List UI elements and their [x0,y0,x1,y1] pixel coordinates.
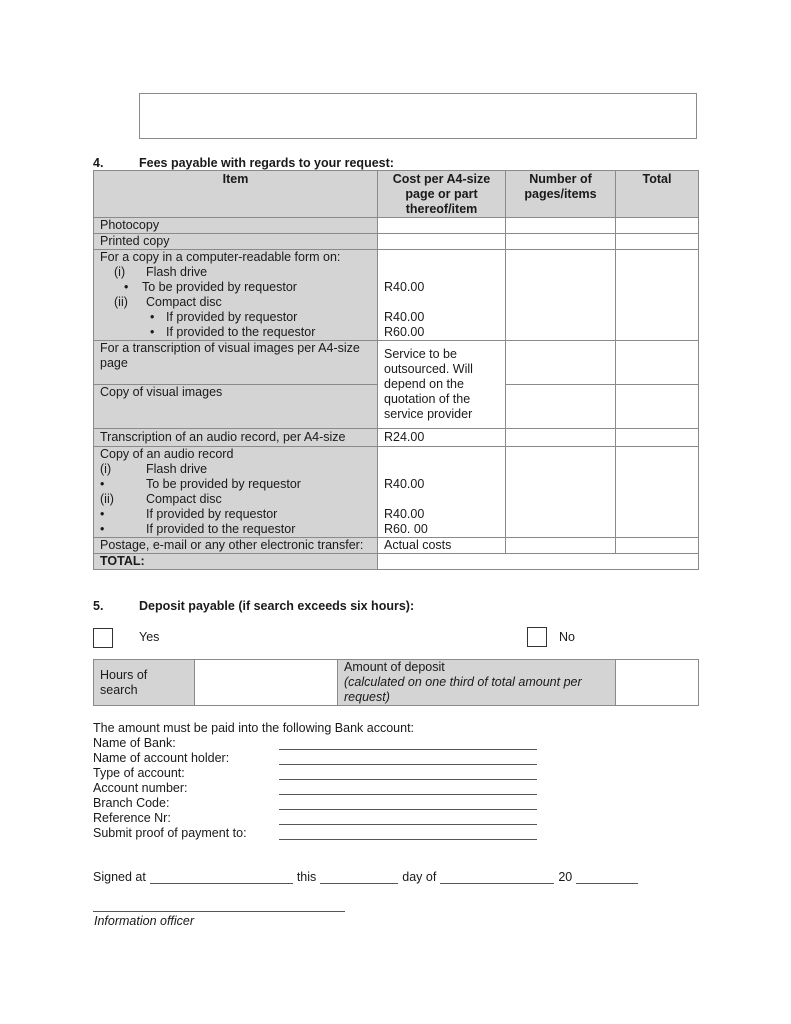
header-total: Total [616,171,699,218]
signature-underline[interactable] [93,911,345,912]
total-cell[interactable] [616,218,699,234]
bullet-icon: • [150,310,155,324]
bank-field-line[interactable] [279,766,537,780]
cost-value: R40.00 [384,310,425,324]
bullet-text: If provided by requestor [166,310,298,324]
year-prefix: 20 [558,870,573,884]
yes-label: Yes [139,630,160,644]
item-postage: Postage, e-mail or any other electronic transfer: [94,538,378,554]
bank-field-line[interactable] [279,811,537,825]
table-row [94,429,699,447]
bullet-item [100,477,371,492]
cost-cell [378,447,506,538]
cost-cell[interactable] [378,218,506,234]
sub-text: Compact disc [146,492,222,506]
bank-field-line[interactable] [279,751,537,765]
bank-field-row [93,751,537,766]
bank-details [93,721,537,841]
month-blank[interactable] [440,871,554,884]
bank-field-label: Name of Bank: [93,736,176,750]
bank-field-row [93,781,537,796]
total-cell[interactable] [616,447,699,538]
signed-at-label: Signed at [93,870,146,884]
this-label: this [296,870,317,884]
sub-label: (ii) [100,492,114,506]
total-cell[interactable] [616,250,699,341]
bank-field-label: Type of account: [93,766,185,780]
table-header-row [94,171,699,218]
header-cost: Cost per A4-size page or part thereof/item [378,171,506,218]
number-cell[interactable] [506,385,616,429]
section-number: 4. [93,156,104,170]
total-label: TOTAL: [94,554,378,570]
bullet-icon: • [100,477,105,491]
cost-value: Actual costs [378,538,506,554]
fees-table [93,170,699,570]
bank-field-row [93,796,537,811]
bank-field-label: Branch Code: [93,796,170,810]
day-blank[interactable] [320,871,398,884]
bullet-text: If provided to the requestor [166,325,316,339]
bullet-item [100,280,371,295]
sub-item [100,492,371,507]
item-computer-readable [94,250,378,341]
total-cell[interactable] [616,538,699,554]
sub-text: Flash drive [146,462,208,476]
bank-field-line[interactable] [279,781,537,795]
cost-value: R40.00 [384,280,425,294]
table-row [94,218,699,234]
bank-field-row [93,766,537,781]
amount-input[interactable] [616,660,699,706]
bullet-text: To be provided by requestor [142,280,297,294]
bullet-item [100,325,371,340]
total-cell[interactable] [616,429,699,447]
section-number: 5. [93,599,104,613]
item-audio-transcription: Transcription of an audio record, per A4-size [94,429,378,447]
bullet-text: If provided to the requestor [146,522,296,536]
cost-cell[interactable] [378,234,506,250]
text-box[interactable] [139,93,697,139]
bullet-icon: • [100,522,105,536]
number-cell[interactable] [506,429,616,447]
bank-field-label: Submit proof of payment to: [93,826,247,840]
bank-field-row [93,736,537,751]
cost-cell [378,250,506,341]
bank-field-label: Name of account holder: [93,751,230,765]
bullet-text: If provided by requestor [146,507,278,521]
grand-total-cell[interactable] [378,554,699,570]
bank-field-label: Reference Nr: [93,811,171,825]
sub-label: (i) [100,462,112,476]
day-of-label: day of [402,870,437,884]
cost-value: R40.00 [384,477,425,491]
amount-note: (calculated on one third of total amount per request) [344,675,582,704]
bullet-item [100,310,371,325]
item-photocopy: Photocopy [94,218,378,234]
sub-label: (ii) [114,295,128,309]
year-blank[interactable] [576,871,638,884]
total-cell[interactable] [616,234,699,250]
total-cell[interactable] [616,341,699,385]
sub-item [100,295,371,310]
amount-label-cell [338,660,616,706]
bullet-item [100,522,371,537]
cost-value: R60.00 [384,325,425,339]
table-total-row [94,554,699,570]
bullet-icon: • [100,507,105,521]
table-row [94,341,699,385]
table-row [94,250,699,341]
cost-value: R24.00 [378,429,506,447]
header-item: Item [94,171,378,218]
item-printed-copy: Printed copy [94,234,378,250]
sub-item [100,462,371,477]
bullet-text: To be provided by requestor [146,477,301,491]
sub-text: Compact disc [146,295,222,309]
bank-field-label: Account number: [93,781,188,795]
header-number: Number of pages/items [506,171,616,218]
number-cell[interactable] [506,447,616,538]
sub-text: Flash drive [146,265,208,279]
section-title: Deposit payable (if search exceeds six hours): [139,599,415,613]
deposit-table [93,659,699,706]
table-row [94,234,699,250]
cost-value: R40.00 [384,507,425,521]
item-audio-copy [94,447,378,538]
bullet-icon: • [124,280,129,294]
hours-label: Hours of search [94,660,195,706]
bank-field-row [93,811,537,826]
section-title: Fees payable with regards to your request: [139,156,394,170]
bank-intro: The amount must be paid into the following Bank account: [93,721,415,735]
no-checkbox[interactable] [527,627,547,647]
number-cell[interactable] [506,218,616,234]
bank-field-row [93,826,537,841]
place-blank[interactable] [150,871,293,884]
amount-label: Amount of deposit [344,660,445,674]
table-row [94,447,699,538]
bullet-item [100,507,371,522]
bank-field-line[interactable] [279,826,537,840]
sub-item [100,265,371,280]
section-5-heading [93,599,414,613]
cost-visual: Service to be outsourced. Will depend on the quotation of the service provider [378,341,506,429]
bullet-icon: • [150,325,155,339]
sub-label: (i) [114,265,126,279]
bank-field-line[interactable] [279,736,537,750]
number-cell[interactable] [506,538,616,554]
number-cell[interactable] [506,234,616,250]
no-label: No [559,630,575,644]
number-cell[interactable] [506,250,616,341]
section-4-heading [93,156,394,170]
item-title: Copy of an audio record [100,447,234,461]
yes-checkbox[interactable] [93,628,113,648]
item-visual-transcription: For a transcription of visual images per A4-size page [94,341,378,385]
table-row [94,538,699,554]
officer-label: Information officer [94,914,195,928]
item-visual-copy: Copy of visual images [94,385,378,429]
item-title: For a copy in a computer-readable form on: [100,250,341,264]
bank-field-line[interactable] [279,796,537,810]
signature-line [93,870,642,884]
hours-input[interactable] [195,660,338,706]
total-cell[interactable] [616,385,699,429]
cost-value: R60. 00 [384,522,428,536]
number-cell[interactable] [506,341,616,385]
